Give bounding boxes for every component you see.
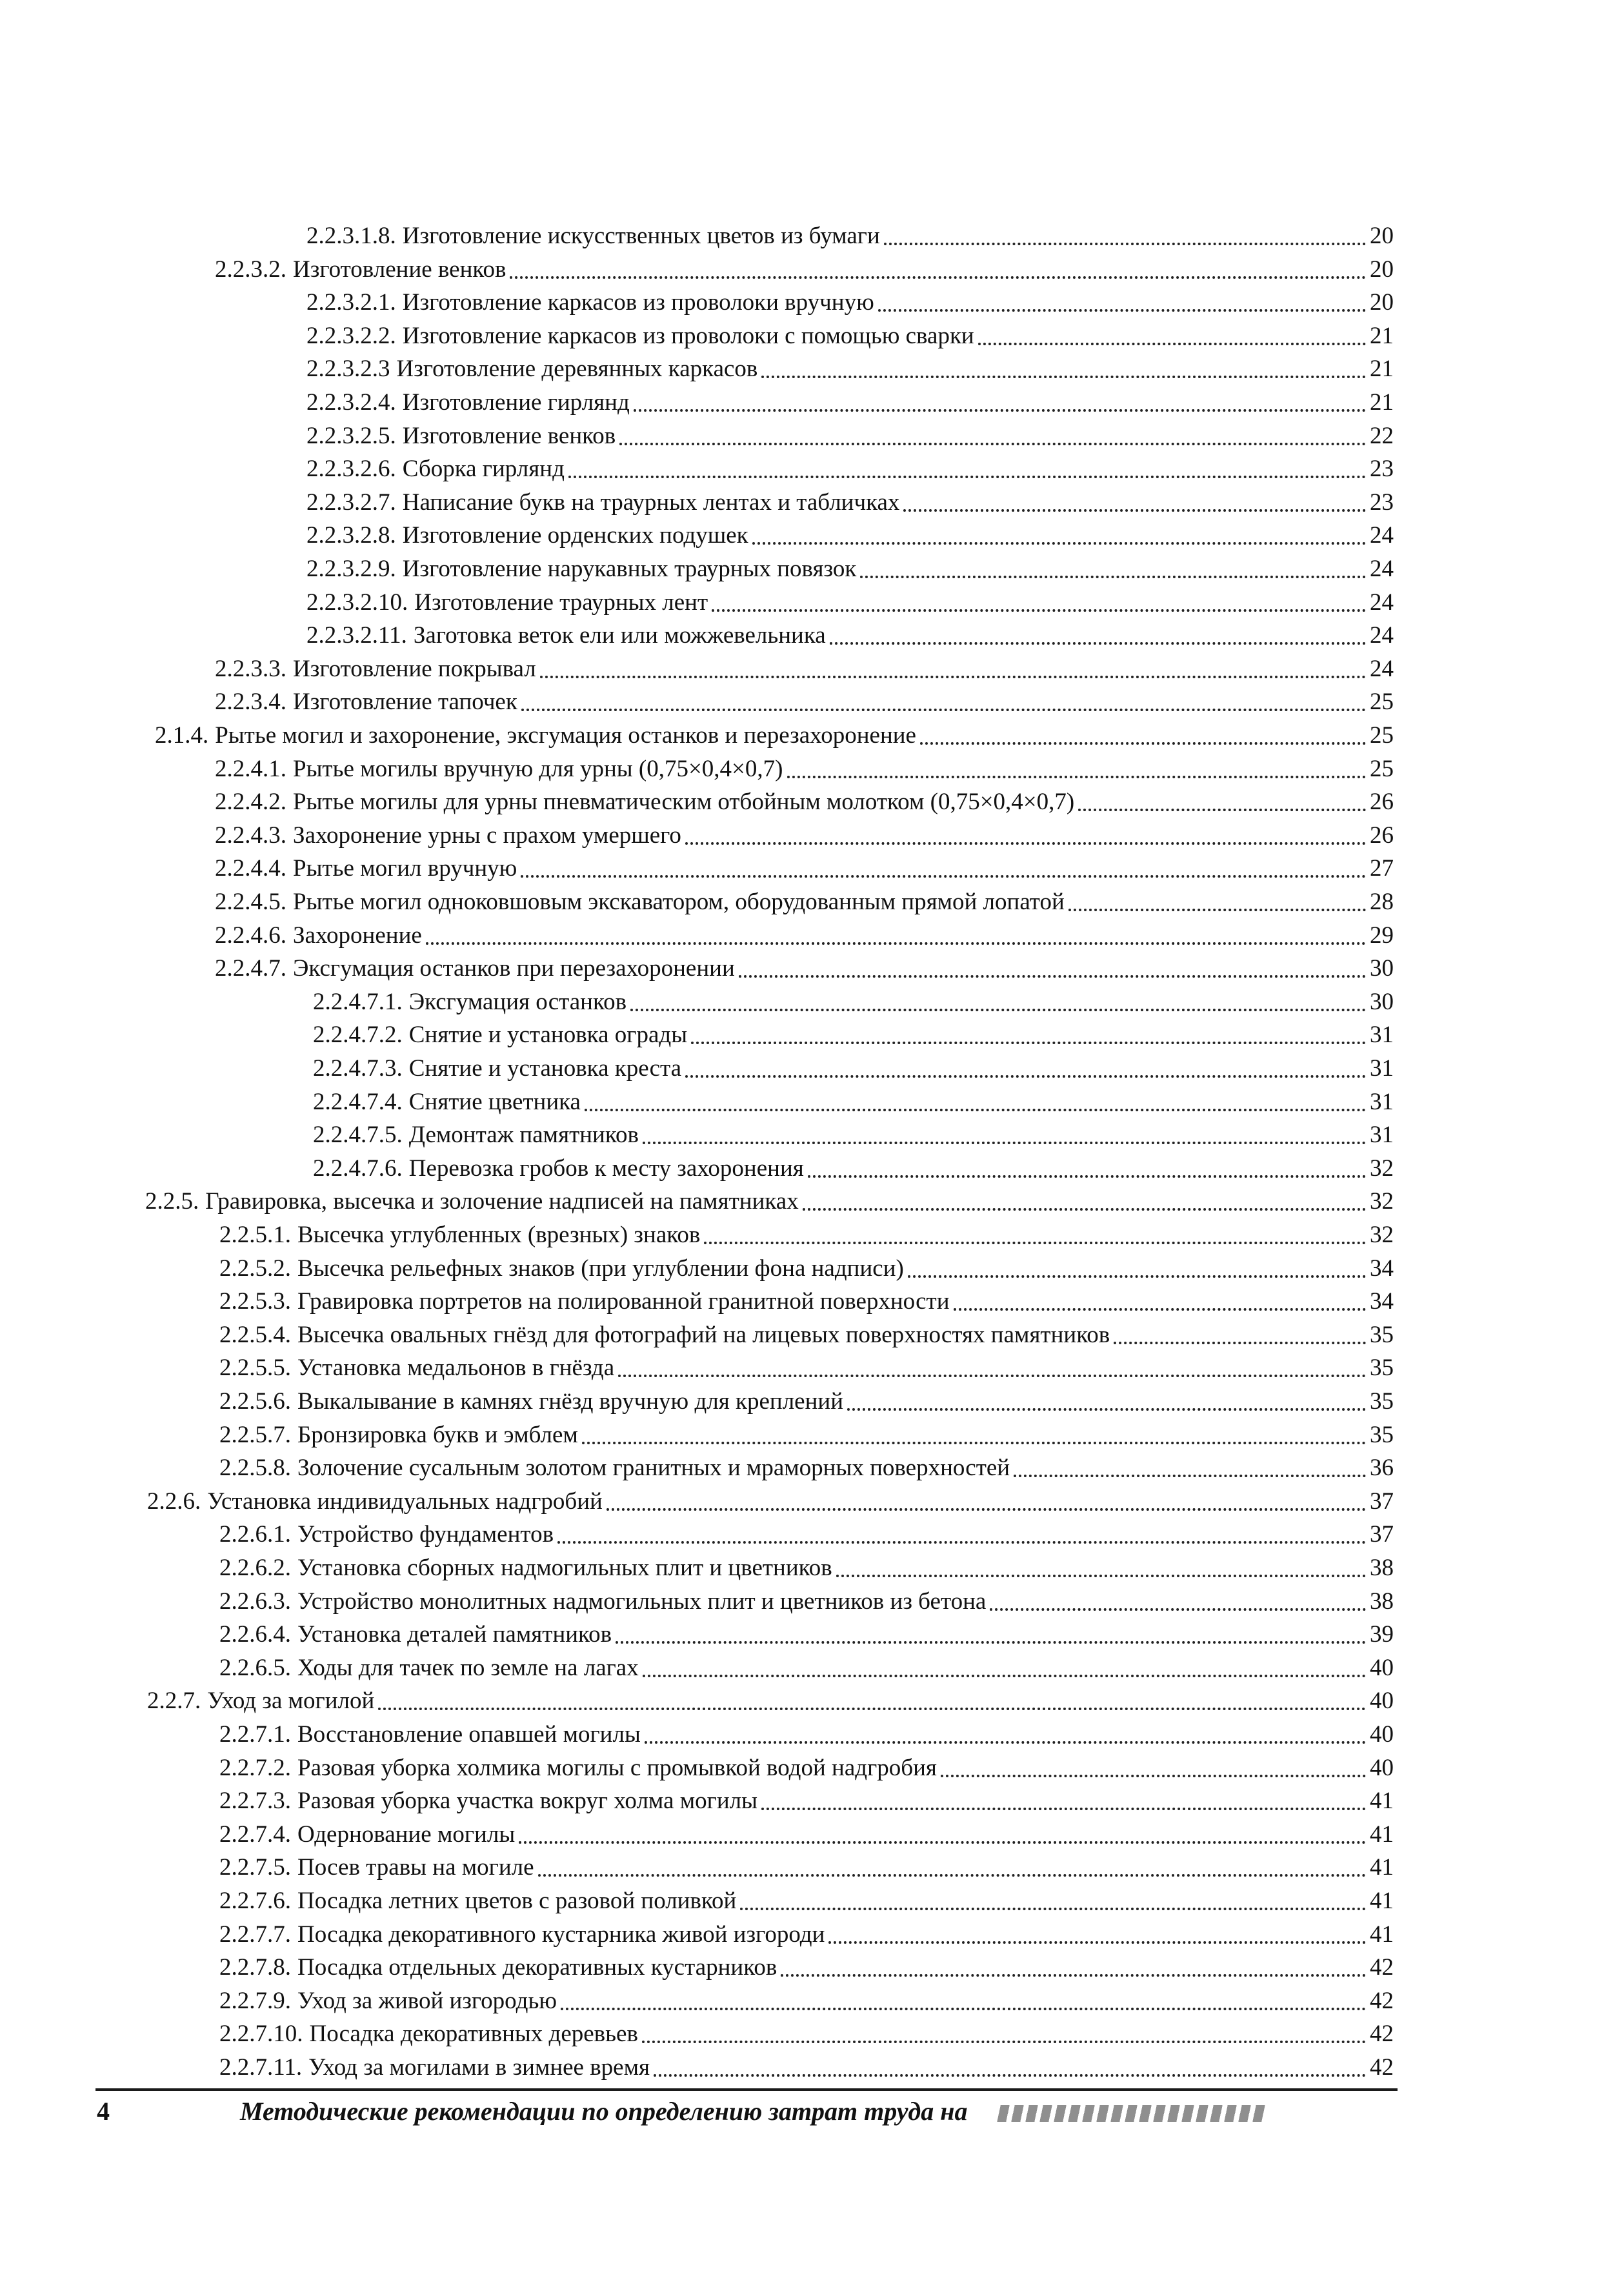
toc-entry-title: Изготовление венков [293,256,506,283]
toc-entry [219,1951,1394,1984]
toc-entry-number: 2.2.7.2. [219,1755,291,1781]
toc-dot-leader [830,641,1366,645]
toc-dot-leader [645,1740,1366,1744]
toc-entry [313,1152,1394,1185]
toc-entry-number: 2.2.4.7.3. [313,1055,403,1082]
toc-dot-leader [860,575,1366,578]
toc-entry-page: 41 [1370,1821,1394,1848]
toc-entry-number: 2.2.5. [145,1188,199,1215]
toc-entry [147,1485,1394,1518]
toc-dot-leader [752,541,1366,545]
toc-entry [155,719,1394,752]
toc-entry-page: 34 [1370,1288,1394,1315]
toc-entry [306,352,1394,386]
toc-dot-leader [606,1508,1366,1511]
toc-entry-page: 35 [1370,1322,1394,1348]
toc-entry-title: Изготовление орденских подушек [402,522,748,549]
toc-entry [219,1385,1394,1418]
toc-entry [306,419,1394,453]
toc-dot-leader [787,775,1367,778]
toc-entry-title: Изготовление гирлянд [402,389,630,416]
toc-entry-page: 41 [1370,1888,1394,1914]
toc-entry-page: 21 [1370,323,1394,349]
toc-entry-page: 26 [1370,789,1394,815]
toc-entry-page: 23 [1370,489,1394,516]
toc-entry [313,985,1394,1019]
toc-entry-page: 38 [1370,1555,1394,1581]
toc-entry-page: 21 [1370,356,1394,382]
toc-entry-page: 29 [1370,922,1394,949]
toc-entry-title: Посадка декоративных деревьев [309,2021,638,2047]
toc-entry [219,1718,1394,1751]
toc-entry-page: 38 [1370,1588,1394,1615]
toc-dot-leader [521,708,1366,711]
toc-entry-number: 2.2.5.2. [219,1255,291,1282]
toc-entry-number: 2.2.5.6. [219,1388,291,1415]
toc-entry-title: Гравировка, высечка и золочение надписей на памятниках [205,1188,799,1215]
toc-entry-title: Изготовление деревянных каркасов [396,356,758,382]
toc-entry [215,919,1394,953]
toc-dot-leader [1078,808,1366,811]
toc-dot-leader [761,1807,1366,1810]
toc-entry-number: 2.2.4.2. [215,789,286,815]
toc-entry-number: 2.2.4.7.2. [313,1022,403,1048]
toc-entry-number: 2.2.6.5. [219,1655,291,1681]
toc-entry-title: Одернование могилы [297,1821,516,1848]
toc-dot-leader [836,1574,1366,1577]
toc-entry-page: 40 [1370,1755,1394,1781]
toc-entry-number: 2.2.6.1. [219,1521,291,1548]
toc-entry-title: Высечка овальных гнёзд для фотографий на лицевых поверхностях памятников [297,1322,1110,1348]
toc-entry-number: 2.2.6. [147,1488,201,1515]
toc-dot-leader [1068,908,1366,911]
toc-entry [215,652,1394,686]
toc-dot-leader [954,1307,1367,1311]
toc-entry-number: 2.2.3.2.3 [306,356,390,382]
toc-entry-page: 31 [1370,1089,1394,1115]
toc-entry-number: 2.2.7.11. [219,2054,303,2081]
toc-dot-leader [643,1674,1366,1677]
toc-entry [313,1118,1394,1152]
toc-dot-leader [519,1841,1366,1844]
toc-entry-page: 40 [1370,1688,1394,1714]
toc-entry-number: 2.2.3.1.8. [306,223,396,249]
toc-entry-title: Рытье могилы вручную для урны (0,75×0,4×0,7) [293,756,783,782]
toc-entry-title: Изготовление тапочек [293,689,517,715]
toc-entry-page: 32 [1370,1155,1394,1182]
toc-entry-title: Высечка углубленных (врезных) знаков [297,1222,701,1248]
toc-entry [215,785,1394,819]
toc-entry-title: Гравировка портретов на полированной гранитной поверхности [297,1288,950,1315]
toc-entry-page: 41 [1370,1921,1394,1948]
toc-entry-page: 30 [1370,955,1394,982]
toc-dot-leader [582,1441,1366,1444]
toc-dot-leader [761,375,1366,378]
toc-entry-title: Посадка летних цветов с разовой поливкой [297,1888,737,1914]
toc-dot-leader [378,1707,1366,1710]
toc-entry-page: 20 [1370,223,1394,249]
toc-entry-page: 21 [1370,389,1394,416]
toc-entry [219,1218,1394,1252]
toc-entry-number: 2.2.7.3. [219,1788,291,1814]
toc-entry-page: 31 [1370,1122,1394,1148]
toc-entry [219,1351,1394,1385]
toc-entry-title: Установка сборных надмогильных плит и цветников [297,1555,832,1581]
toc-entry-number: 2.2.3.2.6. [306,456,396,482]
toc-entry-title: Выкалывание в камнях гнёзд вручную для креплений [297,1388,843,1415]
toc-dot-leader [828,1941,1366,1944]
toc-entry [306,452,1394,486]
toc-entry-title: Рытье могил одноковшовым экскаватором, оборудованным прямой лопатой [293,889,1065,915]
toc-entry-page: 22 [1370,423,1394,449]
toc-entry-page: 35 [1370,1355,1394,1381]
toc-entry-number: 2.2.3.2. [215,256,286,283]
toc-dot-leader [568,475,1366,478]
toc-dot-leader [521,874,1366,878]
toc-entry-page: 40 [1370,1721,1394,1748]
toc-entry-number: 2.2.4.1. [215,756,286,782]
toc-entry [147,1684,1394,1718]
toc-entry-number: 2.2.3.2.7. [306,489,396,516]
toc-entry [219,1884,1394,1918]
toc-dot-leader [712,609,1366,612]
toc-entry-number: 2.2.7.5. [219,1854,291,1881]
toc-entry-title: Изготовление венков [402,423,616,449]
toc-entry-number: 2.2.6.3. [219,1588,291,1615]
toc-entry-page: 40 [1370,1655,1394,1681]
toc-entry [306,319,1394,353]
toc-entry [215,685,1394,719]
toc-dot-leader [585,1108,1366,1111]
toc-entry-title: Ходы для тачек по земле на лагах [297,1655,639,1681]
toc-entry [219,2051,1394,2084]
toc-entry-page: 36 [1370,1455,1394,1481]
toc-entry-page: 37 [1370,1488,1394,1515]
toc-entry-title: Уход за могилой [207,1688,375,1714]
toc-dot-leader [654,2073,1366,2077]
toc-entry [219,1551,1394,1585]
toc-dot-leader [685,842,1366,845]
toc-entry [219,1984,1394,2018]
toc-entry-number: 2.2.7.4. [219,1821,291,1848]
toc-entry-page: 25 [1370,689,1394,715]
toc-entry-page: 31 [1370,1022,1394,1048]
toc-entry-title: Рытье могилы для урны пневматическим отбойным молотком (0,75×0,4×0,7) [293,789,1075,815]
illegible-smudge [997,2105,1265,2122]
toc-entry-page: 41 [1370,1854,1394,1881]
toc-entry-title: Изготовление нарукавных траурных повязок [402,556,857,582]
toc-entry-number: 2.2.4.7.5. [313,1122,403,1148]
toc-entry [219,1518,1394,1551]
toc-entry-number: 2.2.3.2.8. [306,522,396,549]
toc-entry-page: 31 [1370,1055,1394,1082]
toc-dot-leader [978,342,1366,345]
toc-entry [215,952,1394,985]
toc-dot-leader [941,1774,1366,1777]
toc-entry [219,1784,1394,1818]
toc-entry [215,253,1394,287]
toc-entry-number: 2.2.3.2.11. [306,622,407,649]
toc-dot-leader [561,2007,1366,2010]
toc-entry [219,1818,1394,1851]
toc-entry-title: Изготовление траурных лент [414,589,708,616]
toc-dot-leader [1114,1341,1366,1344]
toc-dot-leader [426,942,1366,945]
toc-entry [219,1585,1394,1619]
toc-entry-page: 32 [1370,1188,1394,1215]
toc-entry-title: Рытье могил вручную [293,855,517,882]
toc-entry-number: 2.2.3.2.10. [306,589,408,616]
toc-entry-number: 2.2.7.1. [219,1721,291,1748]
toc-entry [219,1285,1394,1318]
toc-entry [219,1751,1394,1785]
toc-dot-leader [616,1640,1366,1644]
toc-entry-title: Восстановление опавшей могилы [297,1721,641,1748]
toc-entry [215,819,1394,852]
toc-entry-page: 42 [1370,1954,1394,1981]
toc-entry-title: Установка индивидуальных надгробий [207,1488,603,1515]
toc-entry-page: 24 [1370,556,1394,582]
toc-entry-title: Золочение сусальным золотом гранитных и мраморных поверхностей [297,1455,1010,1481]
toc-entry-page: 41 [1370,1788,1394,1814]
toc-entry [219,1618,1394,1651]
toc-entry [219,2017,1394,2051]
toc-entry-title: Демонтаж памятников [408,1122,639,1148]
toc-dot-leader [740,1907,1366,1910]
toc-entry-page: 28 [1370,889,1394,915]
toc-entry-number: 2.2.4.7.1. [313,989,403,1015]
toc-entry-page: 23 [1370,456,1394,482]
toc-entry-title: Снятие цветника [408,1089,581,1115]
toc-entry-number: 2.2.5.1. [219,1222,291,1248]
toc-entry [215,885,1394,919]
toc-entry-page: 27 [1370,855,1394,882]
toc-dot-leader [908,1275,1366,1278]
toc-entry [219,1451,1394,1485]
toc-entry-page: 42 [1370,2054,1394,2081]
toc-entry-number: 2.2.5.4. [219,1322,291,1348]
toc-entry-number: 2.1.4. [155,722,209,749]
toc-entry-number: 2.2.5.5. [219,1355,291,1381]
toc-entry-title: Захоронение [293,922,422,949]
toc-entry-number: 2.2.3.2.2. [306,323,396,349]
toc-dot-leader [642,2040,1366,2043]
toc-dot-leader [510,276,1366,279]
toc-dot-leader [643,1141,1366,1144]
toc-entry-number: 2.2.4.6. [215,922,286,949]
toc-entry-page: 34 [1370,1255,1394,1282]
toc-entry-title: Устройство монолитных надмогильных плит и цветников из бетона [297,1588,987,1615]
toc-entry-number: 2.2.6.4. [219,1621,291,1648]
toc-dot-leader [803,1207,1366,1211]
toc-entry-page: 24 [1370,656,1394,682]
toc-entry-number: 2.2.4.7.4. [313,1089,403,1115]
toc-dot-leader [540,675,1366,678]
toc-entry-number: 2.2.7. [147,1688,201,1714]
toc-entry [219,1418,1394,1452]
toc-entry-page: 20 [1370,289,1394,316]
toc-entry-title: Снятие и установка креста [408,1055,682,1082]
toc-entry-title: Сборка гирлянд [402,456,565,482]
toc-entry-page: 37 [1370,1521,1394,1548]
toc-entry-title: Перевозка гробов к месту захоронения [408,1155,804,1182]
toc-entry-page: 24 [1370,522,1394,549]
toc-entry [219,1318,1394,1352]
toc-entry-title: Установка медальонов в гнёзда [297,1355,615,1381]
toc-entry-page: 35 [1370,1422,1394,1448]
toc-entry-title: Уход за могилами в зимнее время [308,2054,650,2081]
toc-entry-title: Уход за живой изгородью [297,1988,557,2014]
toc-entry [306,219,1394,253]
toc-entry-title: Изготовление каркасов из проволоки вручную [402,289,874,316]
toc-entry [219,1918,1394,1952]
toc-entry-number: 2.2.5.7. [219,1422,291,1448]
toc-entry [306,386,1394,419]
toc-entry-number: 2.2.3.2.5. [306,423,396,449]
toc-entry-page: 25 [1370,756,1394,782]
toc-dot-leader [990,1608,1366,1611]
toc-dot-leader [557,1540,1366,1544]
toc-entry-number: 2.2.3.2.1. [306,289,396,316]
toc-entry [215,852,1394,885]
toc-dot-leader [618,1374,1366,1377]
toc-entry-page: 24 [1370,622,1394,649]
toc-entry-number: 2.2.4.7.6. [313,1155,403,1182]
toc-dot-leader [884,242,1366,245]
toc-dot-leader [878,308,1366,312]
toc-entry [145,1185,1394,1218]
toc-dot-leader [685,1074,1366,1078]
toc-entry-page: 26 [1370,822,1394,849]
toc-entry-title: Установка деталей памятников [297,1621,612,1648]
toc-entry-number: 2.2.5.8. [219,1455,291,1481]
toc-dot-leader [920,742,1366,745]
toc-dot-leader [619,442,1366,445]
toc-entry [306,619,1394,652]
toc-entry-page: 39 [1370,1621,1394,1648]
toc-entry-number: 2.2.4.4. [215,855,286,882]
toc-entry-number: 2.2.7.8. [219,1954,291,1981]
toc-dot-leader [1014,1474,1366,1477]
running-title: Методические рекомендации по определению затрат труда на [240,2097,968,2126]
toc-entry-number: 2.2.7.9. [219,1988,291,2014]
toc-entry-page: 24 [1370,589,1394,616]
toc-entry-number: 2.2.6.2. [219,1555,291,1581]
toc-entry-number: 2.2.3.2.4. [306,389,396,416]
toc-entry-page: 42 [1370,2021,1394,2047]
toc-entry-number: 2.2.4.7. [215,955,286,982]
toc-entry [306,286,1394,319]
footer-rule [95,2088,1398,2091]
toc-entry-title: Изготовление искусственных цветов из бумаги [402,223,880,249]
toc-entry-title: Заготовка веток ели или можжевельника [413,622,826,649]
toc-entry-number: 2.2.7.6. [219,1888,291,1914]
toc-entry [313,1085,1394,1119]
toc-entry-title: Посадка отдельных декоративных кустарников [297,1954,777,1981]
toc-dot-leader [630,1008,1366,1011]
toc-dot-leader [691,1041,1366,1044]
toc-entry-number: 2.2.3.4. [215,689,286,715]
toc-entry-number: 2.2.4.3. [215,822,286,849]
toc-entry-title: Разовая уборка участка вокруг холма могилы [297,1788,757,1814]
toc-dot-leader [903,509,1366,512]
toc-entry-title: Написание букв на траурных лентах и табличках [402,489,900,516]
toc-entry [306,519,1394,552]
toc-entry-number: 2.2.4.5. [215,889,286,915]
toc-entry [219,1252,1394,1286]
toc-entry-page: 25 [1370,722,1394,749]
toc-entry [219,1651,1394,1685]
toc-entry-page: 35 [1370,1388,1394,1415]
toc-dot-leader [808,1175,1366,1178]
toc-entry-title: Изготовление каркасов из проволоки с помощью сварки [402,323,974,349]
toc-entry-title: Посадка декоративного кустарника живой изгороди [297,1921,825,1948]
toc-entry-page: 30 [1370,989,1394,1015]
toc-entry-page: 20 [1370,256,1394,283]
toc-entry-title: Захоронение урны с прахом умершего [293,822,681,849]
toc-dot-leader [739,974,1366,978]
toc-entry-title: Эксгумация останков [408,989,627,1015]
toc-entry-title: Посев травы на могиле [297,1854,534,1881]
toc-entry-title: Рытье могил и захоронение, эксгумация останков и перезахоронение [215,722,916,749]
toc-entry [313,1018,1394,1052]
toc-entry-title: Бронзировка букв и эмблем [297,1422,578,1448]
toc-entry [306,552,1394,586]
toc-entry-title: Разовая уборка холмика могилы с промывкой водой надгробия [297,1755,937,1781]
toc-entry-title: Устройство фундаментов [297,1521,554,1548]
toc-entry-number: 2.2.3.2.9. [306,556,396,582]
toc-entry-title: Высечка рельефных знаков (при углублении фона надписи) [297,1255,904,1282]
toc-entry-title: Эксгумация останков при перезахоронении [293,955,735,982]
toc-entry-page: 42 [1370,1988,1394,2014]
toc-dot-leader [634,409,1366,412]
toc-entry-title: Снятие и установка ограды [408,1022,688,1048]
toc-dot-leader [538,1873,1366,1877]
toc-entry [215,752,1394,786]
toc-entry-number: 2.2.3.3. [215,656,286,682]
toc-entry [313,1052,1394,1085]
toc-entry-title: Изготовление покрывал [293,656,536,682]
page-number: 4 [97,2097,110,2126]
toc-entry [219,1851,1394,1884]
toc-entry-number: 2.2.7.7. [219,1921,291,1948]
toc-entry [306,586,1394,620]
toc-entry-number: 2.2.5.3. [219,1288,291,1315]
toc-entry [306,486,1394,520]
toc-dot-leader [704,1241,1366,1244]
toc-dot-leader [847,1407,1366,1411]
toc-dot-leader [781,1973,1366,1977]
toc-entry-number: 2.2.7.10. [219,2021,303,2047]
toc-entry-page: 32 [1370,1222,1394,1248]
